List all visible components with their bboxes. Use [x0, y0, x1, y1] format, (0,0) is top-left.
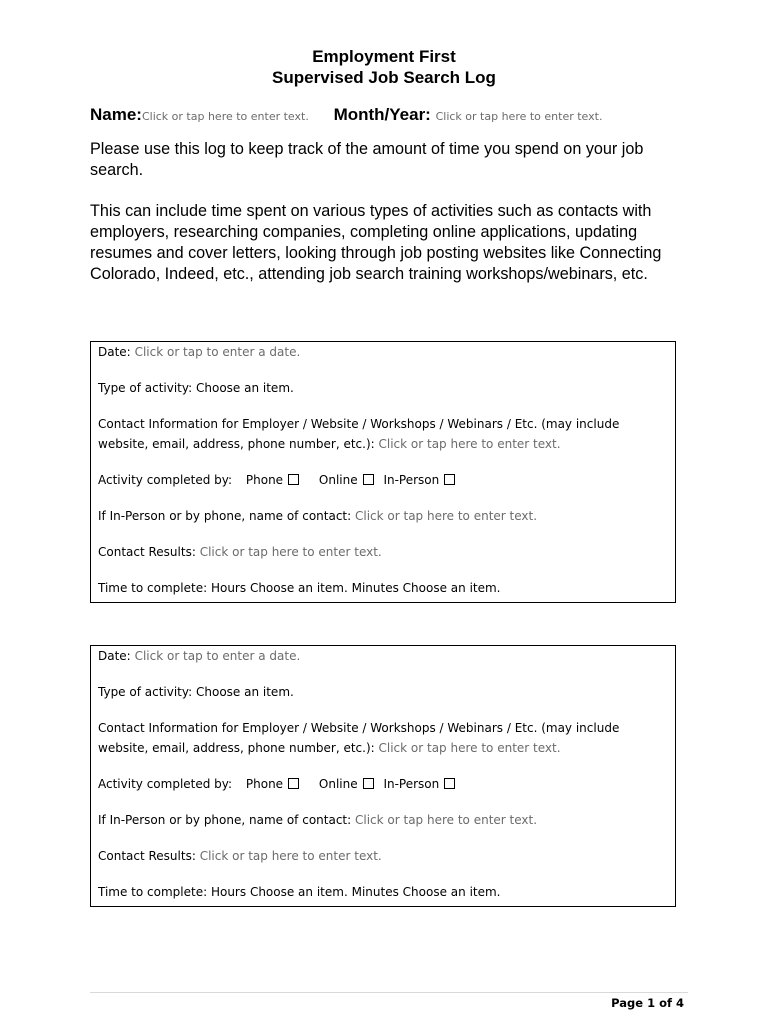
results-field[interactable]: Click or tap here to enter text.: [199, 849, 382, 863]
minutes-label: Minutes: [351, 885, 399, 899]
intro-paragraph-2: This can include time spent on various types of activities such as contacts with employers, researching companies, completing online applications, updating resumes and cover letters, looking through job posting websites like Connecting Colorado, Indeed, etc., attending job search training workshops/webinars, etc.: [90, 202, 662, 283]
activity-dropdown[interactable]: Choose an item.: [196, 381, 294, 395]
minutes-label: Minutes: [351, 581, 399, 595]
date-row: [98, 646, 668, 666]
contact-name-field[interactable]: Click or tap here to enter text.: [355, 509, 538, 523]
contact-info-row: [98, 434, 668, 454]
name-field[interactable]: Click or tap here to enter text.: [141, 110, 309, 123]
contact-info-label-line2: website, email, address, phone number, etc.):: [98, 741, 375, 755]
activity-row: [98, 378, 668, 398]
time-row: [98, 882, 668, 902]
time-row: [98, 578, 668, 598]
activity-row: [98, 682, 668, 702]
name-label: Name:: [90, 105, 142, 124]
log-entry-box: [90, 645, 676, 907]
results-row: [98, 846, 668, 866]
date-label: Date:: [98, 649, 131, 663]
contact-info-label-line1: Contact Information for Employer / Website / Workshops / Webinars / Etc. (may include: [98, 721, 620, 735]
month-year-field[interactable]: Click or tap here to enter text.: [435, 110, 603, 123]
date-field[interactable]: Click or tap to enter a date.: [134, 649, 301, 663]
phone-checkbox[interactable]: [288, 778, 299, 789]
phone-option-label: Phone: [245, 777, 284, 791]
date-field[interactable]: Click or tap to enter a date.: [134, 345, 301, 359]
contact-info-field[interactable]: Click or tap here to enter text.: [378, 437, 561, 451]
results-row: [98, 542, 668, 562]
time-label: Time to complete: Hours: [98, 581, 247, 595]
minutes-dropdown[interactable]: Choose an item.: [402, 581, 501, 595]
online-option-label: Online: [318, 777, 358, 791]
online-option-label: Online: [318, 473, 358, 487]
document-title: Employment First: [312, 47, 456, 66]
phone-checkbox[interactable]: [288, 474, 299, 485]
activity-label: Type of activity:: [98, 685, 193, 699]
contact-info-row: [98, 738, 668, 758]
in-person-checkbox[interactable]: [444, 474, 455, 485]
intro-paragraph-1: Please use this log to keep track of the amount of time you spend on your job search.: [90, 140, 644, 179]
activity-label: Type of activity:: [98, 381, 193, 395]
page-number: Page 1 of 4: [611, 996, 684, 1010]
footer-divider: [90, 992, 688, 993]
hours-dropdown[interactable]: Choose an item.: [249, 885, 348, 899]
date-label: Date:: [98, 345, 131, 359]
contact-info-label-line1: Contact Information for Employer / Website / Workshops / Webinars / Etc. (may include: [98, 417, 620, 431]
contact-info-label-line2: website, email, address, phone number, etc.):: [98, 437, 375, 451]
minutes-dropdown[interactable]: Choose an item.: [402, 885, 501, 899]
contact-name-row: [98, 810, 668, 830]
time-label: Time to complete: Hours: [98, 885, 247, 899]
activity-dropdown[interactable]: Choose an item.: [196, 685, 294, 699]
completed-by-row: [98, 470, 668, 490]
in-person-checkbox[interactable]: [444, 778, 455, 789]
completed-by-row: [98, 774, 668, 794]
month-year-label: Month/Year:: [333, 105, 431, 124]
results-label: Contact Results:: [98, 849, 196, 863]
contact-name-label: If In-Person or by phone, name of contact:: [98, 509, 352, 523]
document-subtitle: Supervised Job Search Log: [272, 68, 496, 87]
date-row: [98, 342, 668, 362]
online-checkbox[interactable]: [363, 778, 374, 789]
contact-name-label: If In-Person or by phone, name of contact:: [98, 813, 352, 827]
phone-option-label: Phone: [245, 473, 284, 487]
in-person-option-label: In-Person: [383, 777, 440, 791]
contact-name-row: [98, 506, 668, 526]
in-person-option-label: In-Person: [383, 473, 440, 487]
completed-by-label: Activity completed by:: [98, 777, 233, 791]
completed-by-label: Activity completed by:: [98, 473, 233, 487]
online-checkbox[interactable]: [363, 474, 374, 485]
results-field[interactable]: Click or tap here to enter text.: [199, 545, 382, 559]
contact-info-field[interactable]: Click or tap here to enter text.: [378, 741, 561, 755]
results-label: Contact Results:: [98, 545, 196, 559]
log-entry-box: [90, 341, 676, 603]
hours-dropdown[interactable]: Choose an item.: [249, 581, 348, 595]
name-month-row: [90, 105, 690, 125]
contact-name-field[interactable]: Click or tap here to enter text.: [355, 813, 538, 827]
